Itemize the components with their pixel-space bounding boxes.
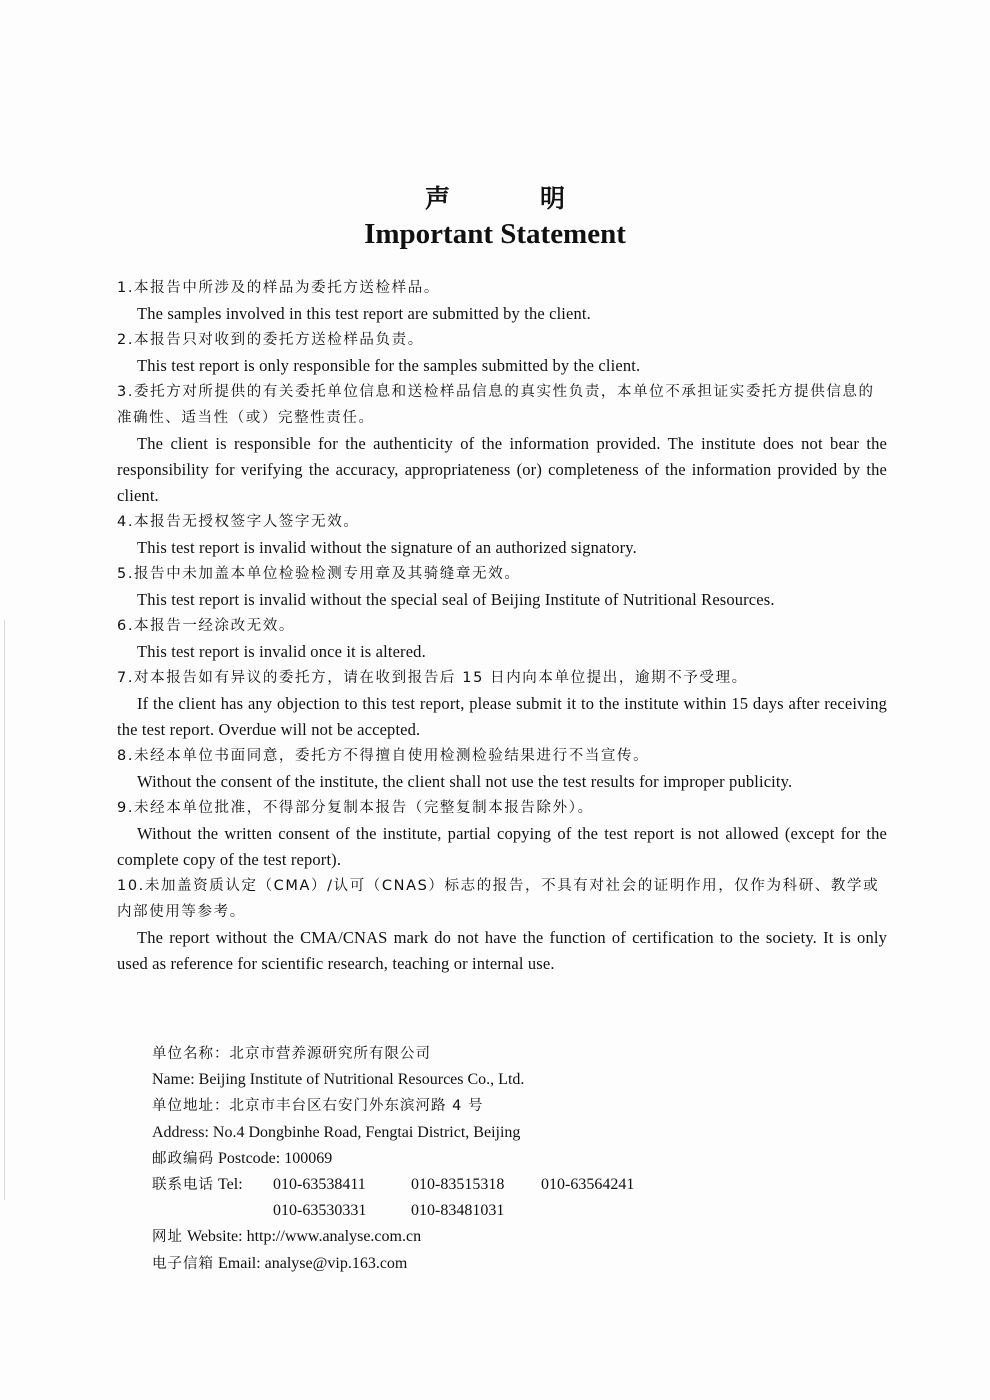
- statement-1-cn: 1.本报告中所涉及的样品为委托方送检样品。: [117, 280, 440, 296]
- statement-7-cn: 7.对本报告如有异议的委托方，请在收到报告后 15 日内向本单位提出，逾期不予受理。: [117, 670, 748, 686]
- tel-label-en: Tel:: [218, 1176, 243, 1194]
- company-address-cn: 单位地址：北京市丰台区右安门外东滨河路 4 号: [152, 1098, 484, 1115]
- telephone-line-2: [152, 1198, 852, 1224]
- tel-number-2: 010-83515318: [411, 1176, 505, 1194]
- statement-3-cn: 3.委托方对所提供的有关委托单位信息和送检样品信息的真实性负责，本单位不承担证实委托方提供信息的准确性、适当性（或）完整性责任。: [117, 384, 875, 426]
- postcode-line: [152, 1146, 852, 1172]
- website-value: Website: http://www.analyse.com.cn: [187, 1228, 422, 1246]
- website-label-cn: 网址: [152, 1229, 183, 1246]
- statement-8-en: Without the consent of the institute, the client shall not use the test results for improper publicity.: [137, 772, 793, 791]
- title-english: Important Statement: [364, 218, 626, 250]
- statement-9-cn: 9.未经本单位批准，不得部分复制本报告（完整复制本报告除外）。: [117, 800, 594, 816]
- statement-3-en: The client is responsible for the authenticity of the information provided. The institute does not bear the responsibility for verifying the accuracy, appropriateness (or) completeness of the information provided by the client.: [117, 434, 887, 505]
- email-value: Email: analyse@vip.163.com: [218, 1254, 408, 1272]
- statement-4-cn: 4.本报告无授权签字人签字无效。: [117, 514, 360, 530]
- statement-4-en: This test report is invalid without the signature of an authorized signatory.: [137, 538, 637, 557]
- postcode-label-cn: 邮政编码: [152, 1150, 214, 1167]
- email-line: [152, 1251, 852, 1277]
- telephone-line: [152, 1172, 852, 1198]
- email-label-cn: 电子信箱: [152, 1255, 214, 1272]
- statement-2-cn: 2.本报告只对收到的委托方送检样品负责。: [117, 332, 424, 348]
- statement-8-cn: 8.未经本单位书面同意，委托方不得擅自使用检测检验结果进行不当宣传。: [117, 748, 650, 764]
- company-name-cn: 单位名称：北京市营养源研究所有限公司: [152, 1046, 431, 1062]
- statement-list: [117, 275, 887, 977]
- statement-6-cn: 6.本报告一经涂改无效。: [117, 618, 296, 634]
- tel-number-4: 010-63530331: [273, 1202, 367, 1220]
- tel-number-5: 010-83481031: [411, 1202, 505, 1220]
- company-address-en: Address: No.4 Dongbinhe Road, Fengtai District, Beijing: [152, 1123, 521, 1141]
- company-name-en: Name: Beijing Institute of Nutritional Resources Co., Ltd.: [152, 1071, 525, 1089]
- statement-2-en: This test report is only responsible for the samples submitted by the client.: [137, 356, 641, 375]
- title-chinese: 声明: [424, 184, 655, 213]
- contact-block: [152, 1041, 852, 1277]
- statement-1-en: The samples involved in this test report are submitted by the client.: [137, 304, 591, 323]
- website-line: [152, 1224, 852, 1250]
- statement-9-en: Without the written consent of the institute, partial copying of the test report is not allowed (except for the complete copy of the test report).: [117, 824, 887, 869]
- statement-5-cn: 5.报告中未加盖本单位检验检测专用章及其骑缝章无效。: [117, 566, 521, 582]
- statement-5-en: This test report is invalid without the special seal of Beijing Institute of Nutritional Resources.: [137, 590, 775, 609]
- tel-number-3: 010-63564241: [541, 1176, 635, 1194]
- statement-10-en: The report without the CMA/CNAS mark do not have the function of certification to the society. It is only used as reference for scientific research, teaching or internal use.: [117, 928, 887, 973]
- statement-10-cn: 10.未加盖资质认定（CMA）/认可（CNAS）标志的报告，不具有对社会的证明作用，仅作为科研、教学或内部使用等参考。: [117, 878, 880, 920]
- postcode-value: Postcode: 100069: [218, 1149, 333, 1167]
- tel-label-cn: 联系电话: [152, 1177, 214, 1194]
- statement-6-en: This test report is invalid once it is altered.: [137, 642, 426, 661]
- scan-margin-line: [4, 620, 5, 1200]
- statement-7-en: If the client has any objection to this test report, please submit it to the institute within 15 days after receiving the test report. Overdue will not be accepted.: [117, 694, 887, 739]
- tel-number-1: 010-63538411: [273, 1176, 366, 1194]
